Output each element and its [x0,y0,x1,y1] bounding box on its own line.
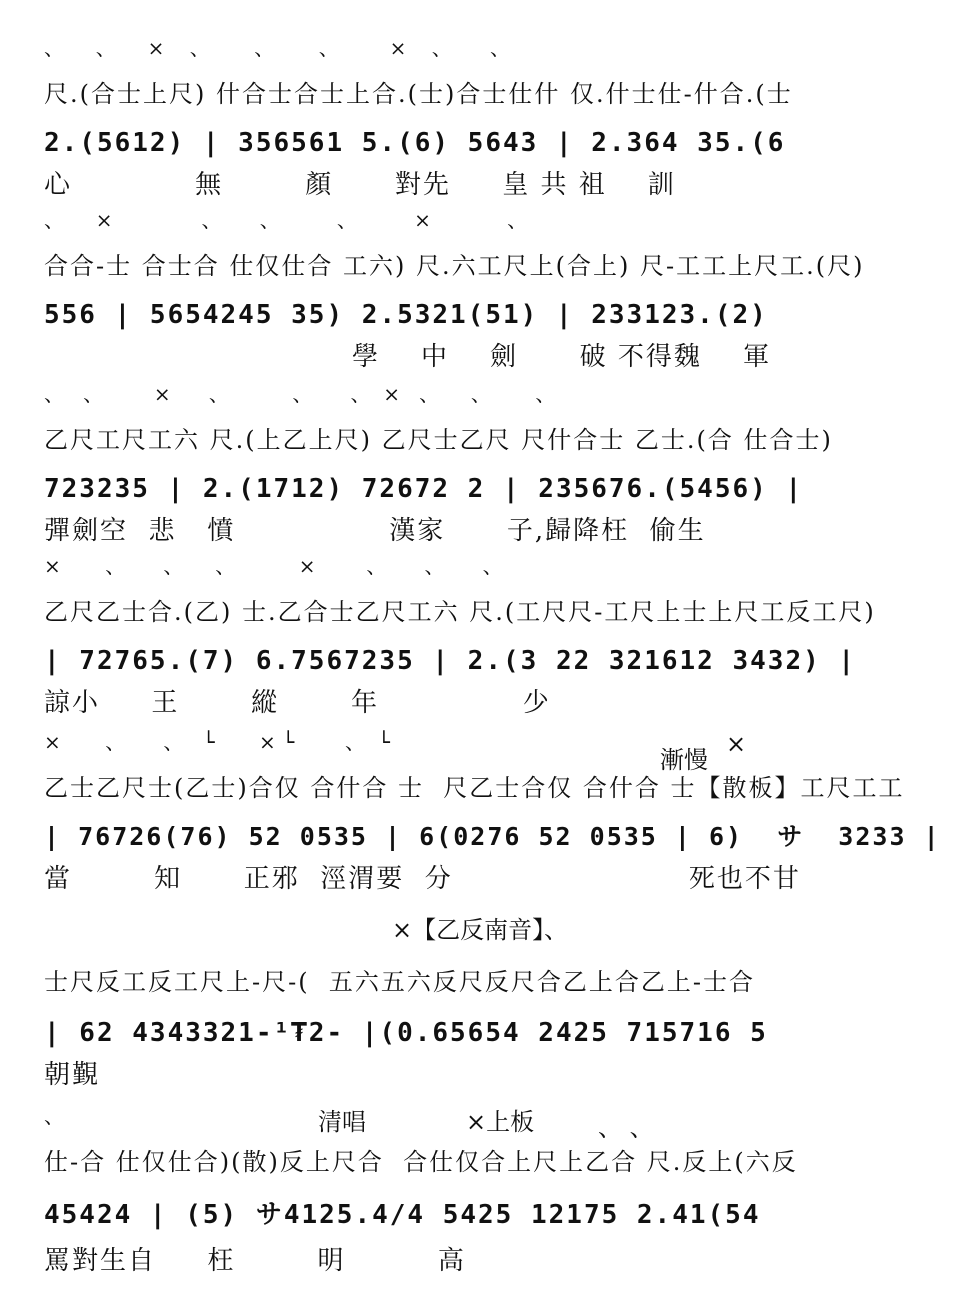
jianpu-notation: 556 | 5654245 35) 2.5321(51) | 233123.(2) [44,300,768,330]
score-system-2 [0,210,972,382]
score-system-3 [0,384,972,556]
score-system-1 [0,38,972,210]
tempo-slowing-label: 漸慢 [660,746,708,774]
jianpu-notation: | 76726(76) 52 0535 | 6(0276 52 0535 | 6) サ 3233 | [44,822,941,851]
score-system-4 [0,556,972,728]
beat-marks: 、 、 × 、 、 、 × 、 、 [44,36,510,60]
upbeat-section-label: ×上板 [466,1108,535,1136]
gongche-notation: 乙尺工尺工六 尺.(上乙上尺) 乙尺士乙尺 尺什合士 乙士.(合 仕合士) [44,426,833,454]
score-system-7 [0,1102,972,1299]
jianpu-notation: 2.(5612) | 356561 5.(6) 5643 | 2.364 35.(6 [44,128,786,158]
free-singing-label: 清唱 [318,1108,366,1136]
lyrics-line: 當 知 正邪 涇渭要 分 死也不甘 [44,864,801,894]
gongche-notation: 仕-合 仕仅仕合)(散)反上尺合 合仕仅合上尺上乙合 尺.反上(六反 [44,1148,798,1176]
gongche-notation: 合合-士 合士合 仕仅仕合 工六) 尺.六工尺上(合上) 尺-工工上尺工.(尺) [44,252,865,280]
beat-marks: 、 、 × 、 、 、 × 、 、 、 [44,382,556,406]
lyrics-line: 罵對生自 枉 明 高 [44,1246,466,1276]
beat-marks: 、 × 、 、 、 × 、 [44,208,528,232]
lyrics-line: 諒小 王 縱 年 少 [44,688,551,718]
beat-marks: × 、 、 └ × └ 、 └ [44,730,390,754]
lyrics-line: 心 無 顏 對先 皇 共 祖 訓 [44,170,676,200]
beat-marks-right: 、 、 [598,1114,654,1142]
jianpu-notation: 45424 | (5) サ4125.4/4 5425 12175 2.41(54 [44,1200,761,1230]
gongche-notation: 士尺反工反工尺上-尺-( 五六五六反尺反尺合乙上合乙上-士合 [44,968,755,996]
jianpu-notation: | 72765.(7) 6.7567235 | 2.(3 22 321612 3432) | [44,646,857,676]
score-system-5 [0,732,972,904]
gongche-notation: 乙士乙尺士(乙士)合仅 合什合 士 尺乙士合仅 合什合 士【散板】工尺工工 [44,774,905,802]
gongche-notation: 尺.(合士上尺) 什合士合士上合.(士)合士仕什 仅.什士仕-什合.(士 [44,80,793,108]
jianpu-notation: 723235 | 2.(1712) 72672 2 | 235676.(5456) | [44,474,804,504]
beat-marks: 、 [44,1104,64,1128]
gongche-notation: 乙尺乙士合.(乙) 士.乙合士乙尺工六 尺.(工尺尺-工尺上士上尺工反工尺) [44,598,876,626]
lyrics-line: 朝覲 [44,1060,101,1090]
lyrics-line: 學 中 劍 破 不得魏 軍 [44,342,771,372]
score-system-6 [0,910,972,1090]
lyrics-line: 彈劍空 悲 憤 漢家 子,歸降枉 偷生 [44,516,706,546]
jianpu-notation: | 62 4343321-¹₮2- |(0.65654 2425 715716 5 [44,1018,768,1048]
section-header: ×【乙反南音】、 [392,916,569,944]
beat-marks: × 、 、 、 × 、 、 、 [44,554,503,578]
beat-mark-x: × [726,730,747,758]
